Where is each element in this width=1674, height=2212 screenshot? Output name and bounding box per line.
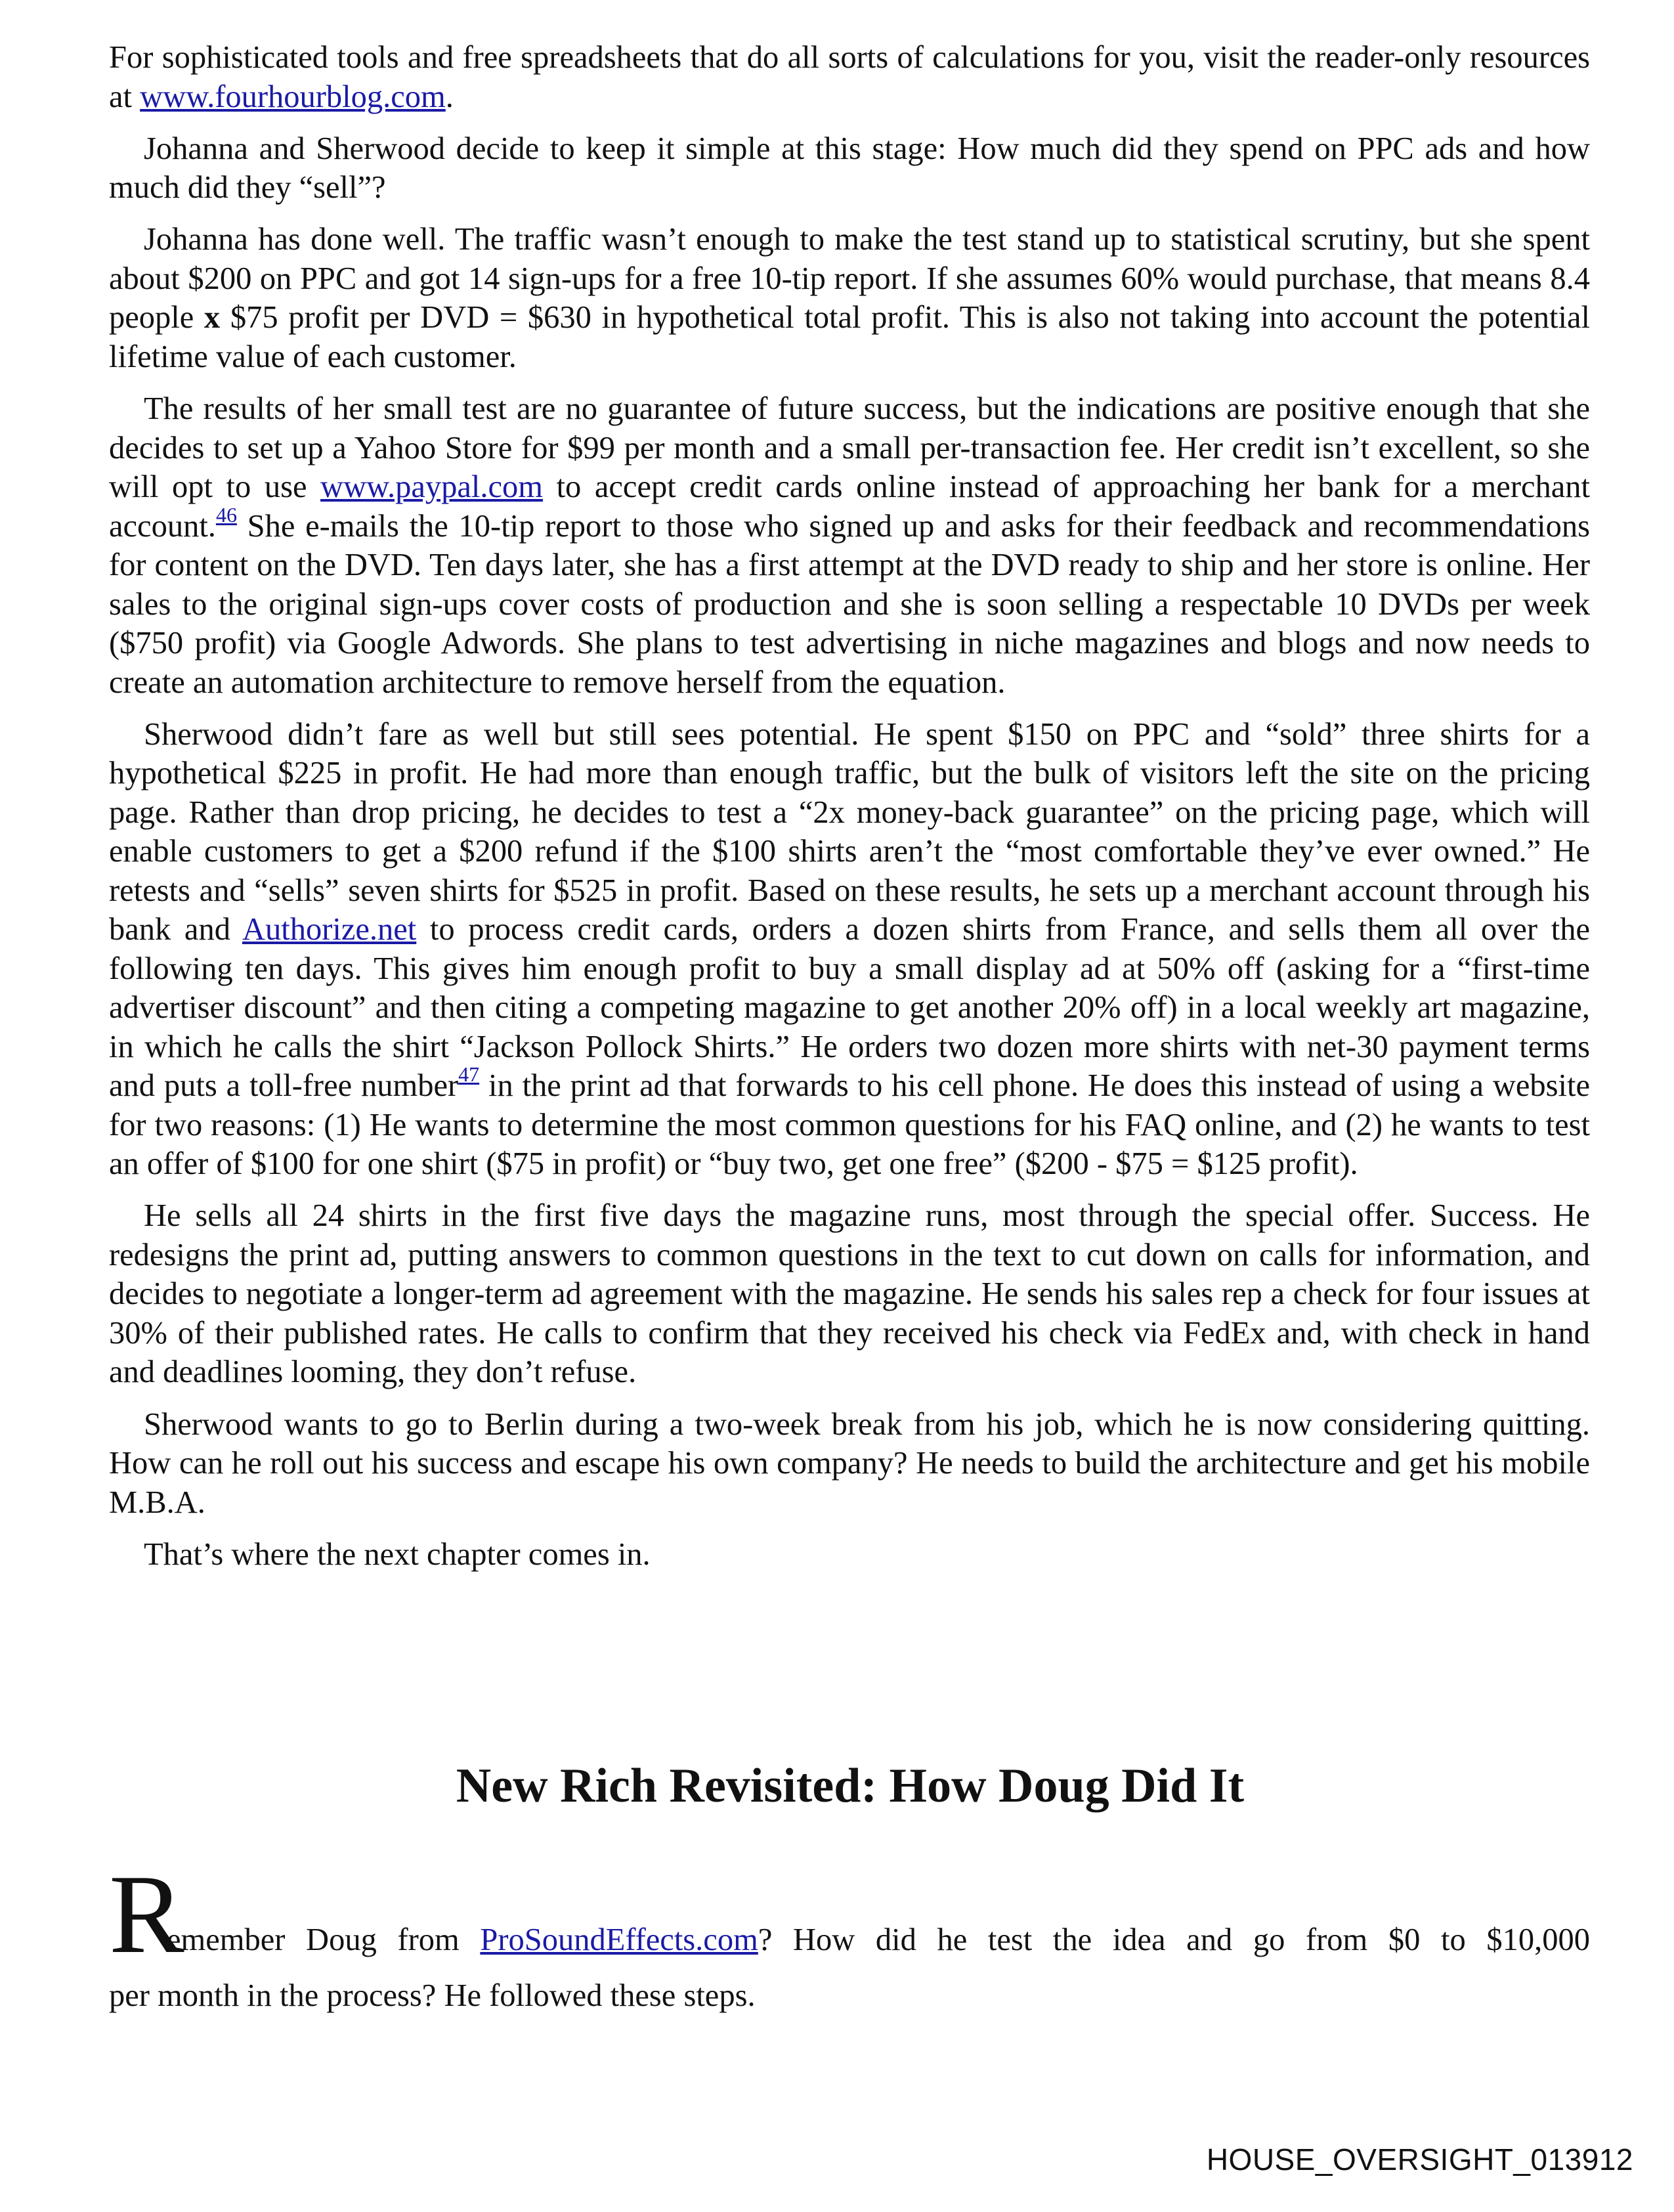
paragraph-next-chapter [109, 1535, 1590, 1574]
paypal-link[interactable]: www.paypal.com [320, 469, 544, 505]
text: Johanna and Sherwood decide to keep it simple at this stage: How much did they spend on PPC ads and how much did they “sell”? [109, 131, 1590, 206]
footnote-47-link[interactable]: 47 [458, 1062, 480, 1087]
paragraph-johanna [109, 220, 1590, 376]
body-text [109, 38, 1590, 1587]
drop-line-1 [167, 1920, 1590, 1959]
text: For sophisticated tools and free spreadsheets that do all sorts of calculations for you, visit the reader-only resources at [109, 40, 1590, 114]
text: emember Doug from [167, 1922, 481, 1957]
text: ? How did he test the idea and go from $0 to $10,000 [758, 1922, 1590, 1957]
prosoundeffects-link[interactable]: ProSoundEffects.com [480, 1922, 758, 1957]
text: . [445, 79, 454, 114]
text: to accept credit cards online instead of approaching her bank for a merchant account. [109, 469, 1590, 544]
text: She e-mails the 10-tip report to those who signed up and asks for their feedback and recommendations for content on the DVD. Ten days later, she has a first attempt at the DVD ready to ship and her store is online. Her sales to the original sign-ups cover costs of production and she is soon selling a respectable 10 DVDs per week ($750 profit) via Google Adwords. She plans to test advertising in niche magazines and blogs and now needs to create an automation architecture to remove herself from the equation. [109, 508, 1590, 700]
paragraph-sherwood [109, 715, 1590, 1184]
text: in the print ad that forwards to his cell phone. He does this instead of using a website for two reasons: (1) He wants to determine the most common questions for his FAQ online, and (2) he wants to test an offer of $100 for one shirt ($75 in profit) or “buy two, get one free” ($200 - $75 = $125 profit). [109, 1068, 1590, 1182]
text: Johanna has done well. The traffic wasn’t enough to make the test stand up to statistical scrutiny, but she spent about $200 on PPC and got 14 sign-ups for a free 10-tip report. If she assumes 60% would purchase, that means 8.4 people [109, 222, 1590, 336]
section-heading: New Rich Revisited: How Doug Did It [456, 1759, 1245, 1813]
paragraph-sells [109, 1196, 1590, 1392]
bates-number: HOUSE_OVERSIGHT_013912 [1206, 2142, 1633, 2177]
footnote-46-link[interactable]: 46 [215, 502, 237, 527]
paragraph-decide [109, 129, 1590, 207]
fourhourblog-link[interactable]: www.fourhourblog.com [140, 79, 446, 114]
text: $75 profit per DVD = $630 in hypothetical total profit. This is also not taking into account the potential lifetime value of each customer. [109, 300, 1590, 374]
drop-line-2: per month in the process? He followed these steps. [109, 1978, 756, 2013]
paragraph-resources [109, 38, 1590, 116]
text: That’s where the next chapter comes in. [144, 1536, 651, 1572]
text: Sherwood wants to go to Berlin during a two-week break from his job, which he is now considering quitting. How can he roll out his success and escape his own company? He needs to build the architecture and get his mobile M.B.A. [109, 1406, 1590, 1520]
paragraph-results [109, 389, 1590, 702]
text: The results of her small test are no guarantee of future success, but the indications are positive enough that she decides to set up a Yahoo Store for $99 per month and a small per-transaction fee. Her credit isn’t excellent, so she will opt to use [109, 391, 1590, 505]
paragraph-berlin [109, 1405, 1590, 1523]
authorize-net-link[interactable]: Authorize.net [242, 912, 417, 947]
text: He sells all 24 shirts in the first five days the magazine runs, most through the special offer. Success. He redesigns the print ad, putting answers to common questions in the text to cut down on calls for information, and decides to negotiate a longer-term ad agreement with the magazine. He sends his sales rep a check for four issues at 30% of their published rates. He calls to confirm that they received his check via FedEx and, with check in hand and deadlines looming, they don’t refuse. [109, 1198, 1590, 1390]
text: to process credit cards, orders a dozen shirts from France, and sells them all over the following ten days. This gives him enough profit to buy a small display ad at 50% off (asking for a “first-time advertiser discount” and then citing a competing magazine to get another 20% off) in a local weekly art magazine, in which he calls the shirt “Jackson Pollock Shirts.” He orders two dozen more shirts with net-30 payment terms and puts a toll-free number [109, 912, 1590, 1104]
drop-cap: R [109, 1852, 184, 1977]
bold-times: x [204, 300, 221, 336]
text: Sherwood didn’t fare as well but still sees potential. He spent $150 on PPC and “sold” three shirts for a hypothetical $225 in profit. He had more than enough traffic, but the bulk of visitors left the site on the pricing page. Rather than drop pricing, he decides to test a “2x money-back guarantee” on the pricing page, which will enable customers to get a $200 refund if the $100 shirts aren’t the “most comfortable they’ve ever owned.” He retests and “sells” seven shirts for $525 in profit. Based on these results, he sets up a merchant account through his bank and [109, 716, 1590, 947]
